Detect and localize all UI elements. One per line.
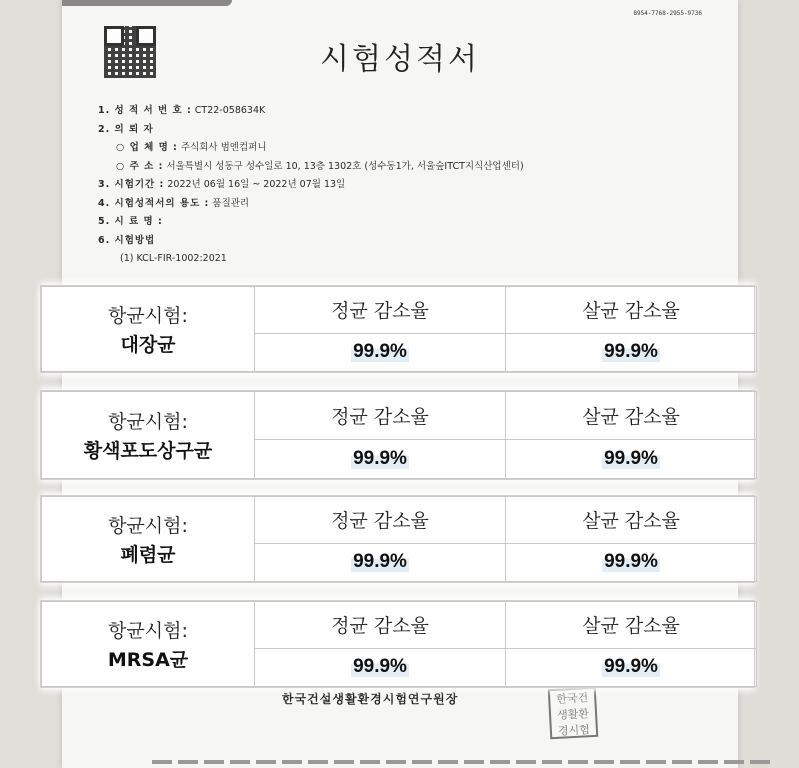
column-header: 정균 감소율 [255, 287, 506, 334]
test-label-cell [42, 392, 255, 479]
bacteria-name: 황색포도상구균 [83, 440, 213, 462]
result-value: 99.9% [506, 333, 757, 371]
info-row: 1. 성 적 서 번 호 : CT22-058634K [98, 105, 266, 116]
test-type: 항균시험: [108, 515, 188, 537]
column-header: 살균 감소율 [506, 497, 757, 544]
info-row: ○ 업 체 명 : 주식회사 범엔컴퍼니 [116, 142, 267, 153]
official-seal-icon: 한국건 생활환 경시험 [548, 687, 599, 739]
bottom-divider [152, 760, 772, 764]
test-label-cell [42, 497, 255, 582]
result-value: 99.9% [255, 333, 506, 371]
result-value: 99.9% [506, 439, 757, 478]
result-value: 99.9% [255, 439, 506, 478]
bacteria-name: MRSA균 [107, 649, 189, 671]
document-number: 8954-7768-2955-9736 [633, 10, 702, 17]
info-row: (1) KCL-FIR-1002:2021 [120, 253, 227, 264]
result-value: 99.9% [255, 543, 506, 581]
test-type: 항균시험: [108, 411, 188, 433]
info-row: 2. 의 뢰 자 [98, 123, 154, 135]
bacteria-name: 폐렴균 [120, 544, 176, 566]
result-table [40, 390, 755, 480]
result-table [40, 285, 755, 373]
test-label-cell [42, 602, 255, 687]
document-title: 시험성적서 [320, 42, 480, 77]
test-type: 항균시험: [108, 305, 188, 327]
column-header: 살균 감소율 [506, 602, 757, 649]
info-row: 3. 시험기간 : 2022년 06월 16일 ~ 2022년 07월 13일 [98, 179, 346, 190]
info-row: 5. 시 료 명 : [98, 216, 163, 227]
column-header: 정균 감소율 [255, 497, 506, 544]
info-row: 6. 시험방법 [98, 234, 156, 246]
issuer-name: 한국건설생활환경시험연구원장 [282, 692, 459, 706]
column-header: 살균 감소율 [506, 287, 757, 334]
info-row: 4. 시험성적서의 용도 : 품질관리 [98, 197, 250, 209]
result-value: 99.9% [255, 648, 506, 686]
result-table [40, 600, 755, 688]
top-strip [62, 0, 232, 6]
column-header: 정균 감소율 [255, 602, 506, 649]
bacteria-name: 대장균 [120, 334, 176, 356]
column-header: 정균 감소율 [255, 392, 506, 440]
test-label-cell [42, 287, 255, 372]
certificate-info [98, 102, 718, 269]
result-value: 99.9% [506, 648, 757, 686]
result-table [40, 495, 755, 583]
test-type: 항균시험: [108, 620, 188, 642]
result-value: 99.9% [506, 543, 757, 581]
column-header: 살균 감소율 [506, 392, 757, 440]
info-row: ○ 주 소 : 서울특별시 성동구 성수일로 10, 13층 1302호 (성수동1가, 서울숲ITCT지식산업센터) [116, 160, 524, 172]
